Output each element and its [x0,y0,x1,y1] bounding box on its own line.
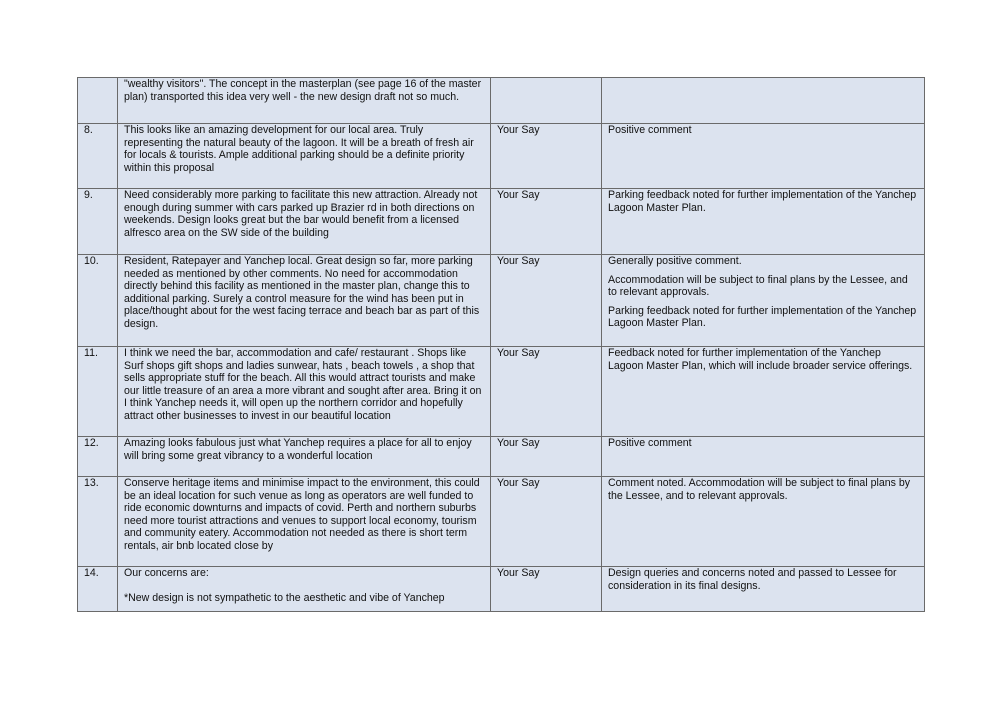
submission-cell [118,78,491,124]
source-cell [491,78,602,124]
response-cell [602,347,925,437]
source-cell: Your Say [491,477,602,567]
response-cell [602,567,925,612]
source-cell: Your Say [491,189,602,255]
table-row [78,567,925,612]
submission-cell [118,567,491,612]
source-cell: Your Say [491,255,602,347]
source-cell: Your Say [491,567,602,612]
table-row [78,477,925,567]
submission-text: Conserve heritage items and minimise impact to the environment, this could be an ideal location for such venue as long as operators are well funded to ride economic downturns and impacts of covid. Perth and northern suburbs need more tourist attractions and venues to support local economy, tourism and community eatery. Accommodation not needed as there is short term rentals, air bnb located close by [124,477,480,552]
response-text: Design queries and concerns noted and passed to Lessee for consideration in its final designs. [608,567,897,592]
submission-cell [118,477,491,567]
response-cell [602,124,925,189]
response-cell [602,255,925,347]
row-number [78,78,118,124]
submission-cell [118,124,491,189]
response-text: Comment noted. Accommodation will be subject to final plans by the Lessee, and to relevant approvals. [608,477,911,502]
response-text: Positive comment [608,124,692,136]
row-number: 9. [78,189,118,255]
row-number: 13. [78,477,118,567]
source-cell: Your Say [491,347,602,437]
submissions-table [77,77,925,612]
row-number: 11. [78,347,118,437]
response-text: Parking feedback noted for further implementation of the Yanchep Lagoon Master Plan. [608,304,917,330]
submission-text: I think we need the bar, accommodation and cafe/ restaurant . Shops like Surf shops gift shops and ladies sunwear, hats , beach towels , a shop that sells appropriate stuff for the beach. All this would attract tourists and make our little treasure of an area a more vibrant and sought after area. Bring it on I think Yanchep needs it, will open up the northern corridor and hopefully attract other businesses to invest in our beautiful location [124,347,482,422]
response-cell [602,437,925,477]
table-row [78,189,925,255]
submission-text: Amazing looks fabulous just what Yanchep requires a place for all to enjoy will bring some great vibrancy to a wonderful location [124,437,472,462]
table-row [78,124,925,189]
row-number: 10. [78,255,118,347]
source-cell: Your Say [491,437,602,477]
table-row [78,347,925,437]
row-number: 14. [78,567,118,612]
submission-text: Resident, Ratepayer and Yanchep local. Great design so far, more parking needed as mentioned by other comments. No need for accommodation directly behind this facility as mentioned in the master plan, change this to additional parking. Surely a control measure for the wind has been put in place/thought about for the west facing terrace and beach bar as part of this design. [124,255,480,330]
submission-text: Our concerns are: [124,567,209,579]
response-cell [602,477,925,567]
submission-text: This looks like an amazing development for our local area. Truly representing the natural beauty of the lagoon. It will be a breath of fresh air for locals & tourists. Ample additional parking should be a definite priority within this proposal [124,124,474,174]
table-row [78,78,925,124]
row-number: 8. [78,124,118,189]
submission-cell [118,189,491,255]
submission-text: *New design is not sympathetic to the aesthetic and vibe of Yanchep [124,591,445,604]
submission-text: Need considerably more parking to facilitate this new attraction. Already not enough during summer with cars parked up Brazier rd in both directions on weekends. Design looks great but the bar would benefit from a licensed alfresco area on the SW side of the building [124,189,478,239]
response-cell [602,189,925,255]
row-number: 12. [78,437,118,477]
response-cell [602,78,925,124]
response-text: Positive comment [608,437,692,449]
source-cell: Your Say [491,124,602,189]
submission-text: "wealthy visitors". The concept in the masterplan (see page 16 of the master plan) transported this idea very well - the new design draft not so much. [124,78,482,103]
table-row [78,255,925,347]
response-text: Parking feedback noted for further implementation of the Yanchep Lagoon Master Plan. [608,189,917,214]
response-text: Feedback noted for further implementation of the Yanchep Lagoon Master Plan, which will include broader service offerings. [608,347,913,372]
response-text: Generally positive comment. [608,255,742,267]
submission-cell [118,347,491,437]
submission-cell [118,437,491,477]
submission-cell [118,255,491,347]
response-text: Accommodation will be subject to final plans by the Lessee, and to relevant approvals. [608,273,908,299]
table-row [78,437,925,477]
